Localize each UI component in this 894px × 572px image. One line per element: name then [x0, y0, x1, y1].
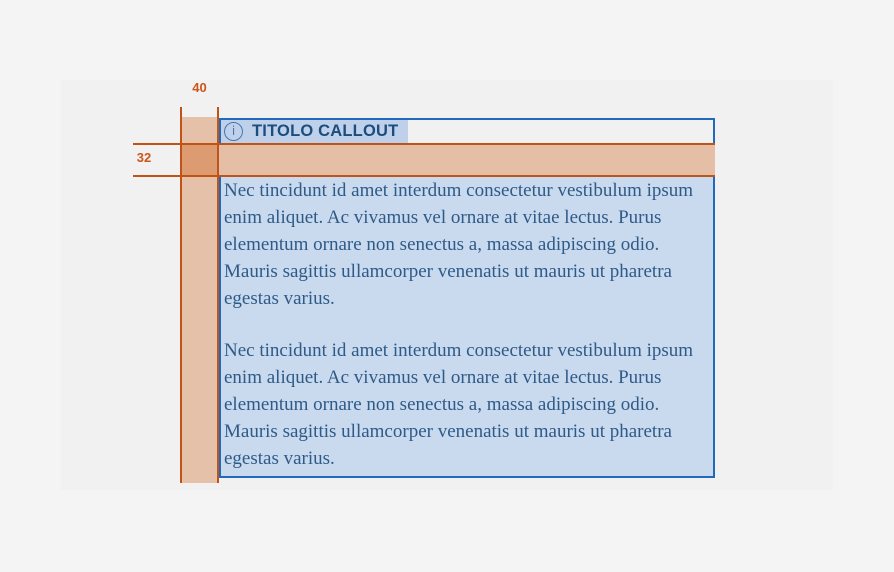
measure-overlap-fill	[182, 145, 217, 175]
column-width-label: 40	[192, 80, 207, 95]
callout-paragraph-2: Nec tincidunt id amet interdum consectetur vestibulum ipsum enim aliquet. Ac vivamus vel ornare at vitae lectus. Purus elementum ornare non senectus a, massa adipiscing odio. Mauris sagittis ullamcorper venenatis ut mauris ut pharetra egestas varius.	[224, 340, 694, 469]
row-guide-line-bottom	[133, 175, 715, 177]
callout-header	[221, 120, 713, 143]
callout-body	[221, 175, 713, 476]
column-guide-line-right	[217, 107, 219, 483]
row-height-label: 32	[136, 150, 152, 165]
callout-title-highlight	[221, 120, 408, 143]
column-guide-line-left	[180, 107, 182, 483]
callout-paragraph-1: Nec tincidunt id amet interdum consectetur vestibulum ipsum enim aliquet. Ac vivamus vel ornare at vitae lectus. Purus elementum ornare non senectus a, massa adipiscing odio. Mauris sagittis ullamcorper venenatis ut mauris ut pharetra egestas varius.	[224, 180, 694, 309]
row-measure-fill	[219, 145, 715, 175]
info-icon: i	[224, 122, 243, 141]
callout-title: TITOLO CALLOUT	[252, 122, 399, 140]
row-guide-line-top	[133, 143, 715, 145]
